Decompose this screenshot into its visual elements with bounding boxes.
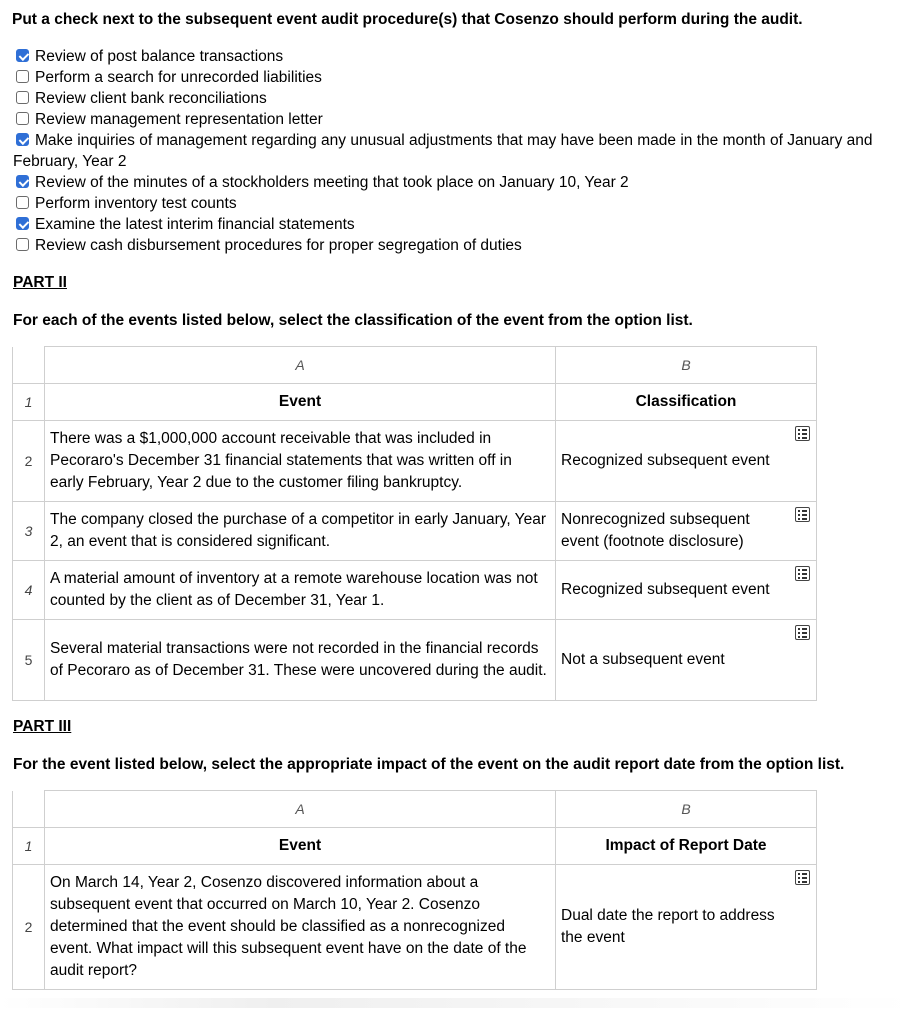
checklist-label: Review client bank reconciliations: [35, 90, 267, 107]
impact-header: Impact of Report Date: [556, 828, 817, 865]
checklist-item: [13, 67, 908, 88]
classification-dropdown[interactable]: [556, 502, 817, 561]
part2-instruction: For each of the events listed below, select the classification of the event from the option list.: [13, 312, 693, 329]
checkbox[interactable]: [16, 112, 29, 125]
event-header: Event: [45, 828, 556, 865]
event-cell: [45, 620, 556, 701]
event-text: There was a $1,000,000 account receivable that was included in Pecoraro's December 31 financial statements that was written off in early February, Year 2 due to the customer filing bankruptcy.: [50, 430, 512, 491]
checklist-label: Review management representation letter: [35, 111, 323, 128]
checklist-label: Examine the latest interim financial statements: [35, 216, 355, 233]
classification-header: Classification: [556, 384, 817, 421]
event-cell: [45, 502, 556, 561]
checklist-item: [13, 193, 908, 214]
checkbox[interactable]: [16, 196, 29, 209]
table-row: [13, 502, 817, 561]
row-number: 3: [13, 502, 45, 561]
classification-dropdown[interactable]: [556, 620, 817, 701]
row-number: 4: [13, 561, 45, 620]
part1-question: Put a check next to the subsequent event audit procedure(s) that Cosenzo should perform during the audit.: [12, 11, 803, 28]
option-list-icon[interactable]: [795, 507, 810, 522]
checkbox[interactable]: [16, 133, 29, 146]
checkbox[interactable]: [16, 238, 29, 251]
column-letter: A: [45, 347, 556, 384]
event-text: A material amount of inventory at a remote warehouse location was not counted by the client as of December 31, Year 1.: [50, 570, 538, 609]
checklist-label: Review cash disbursement procedures for proper segregation of duties: [35, 237, 522, 254]
event-cell: [45, 561, 556, 620]
checkbox[interactable]: [16, 175, 29, 188]
column-letter: A: [45, 791, 556, 828]
bottom-divider: [0, 998, 912, 1008]
impact-value: Dual date the report to address the event: [561, 907, 775, 946]
column-letter: B: [556, 347, 817, 384]
row-number: 5: [13, 620, 45, 701]
checklist-label: Review of the minutes of a stockholders meeting that took place on January 10, Year 2: [35, 174, 629, 191]
row-number: 1: [13, 384, 45, 421]
table-row: [13, 561, 817, 620]
row-number: 2: [13, 865, 45, 990]
row-number: 2: [13, 421, 45, 502]
checklist-label: Perform inventory test counts: [35, 195, 237, 212]
checkbox[interactable]: [16, 70, 29, 83]
classification-value: Recognized subsequent event: [561, 581, 770, 598]
part2-heading: PART II: [13, 274, 67, 291]
event-text: The company closed the purchase of a competitor in early January, Year 2, an event that is considered significant.: [50, 511, 546, 550]
classification-value: Recognized subsequent event: [561, 452, 770, 469]
checklist-item: [13, 109, 908, 130]
checklist-item: [13, 88, 908, 109]
part3-heading: PART III: [13, 718, 72, 735]
part3-instruction: For the event listed below, select the appropriate impact of the event on the audit report date from the option list.: [13, 756, 845, 773]
table-row: [13, 421, 817, 502]
table-row: [13, 865, 817, 990]
event-cell: [45, 421, 556, 502]
event-cell: [45, 865, 556, 990]
row-number: 1: [13, 828, 45, 865]
event-text: Several material transactions were not recorded in the financial records of Pecoraro as of December 31. These were uncovered during the audit.: [50, 640, 547, 679]
checklist-label: Review of post balance transactions: [35, 48, 284, 65]
checklist-label: Make inquiries of management regarding any unusual adjustments that may have been made in the month of January and February, Year 2: [13, 132, 873, 170]
checklist-item: [13, 172, 908, 193]
checklist-item: [13, 130, 908, 172]
corner-cell: [13, 347, 45, 384]
checkbox[interactable]: [16, 217, 29, 230]
checklist-item: [13, 46, 908, 67]
classification-table: [12, 346, 817, 701]
classification-dropdown[interactable]: [556, 561, 817, 620]
checkbox[interactable]: [16, 49, 29, 62]
impact-dropdown[interactable]: [556, 865, 817, 990]
classification-value: Nonrecognized subsequent event (footnote disclosure): [561, 511, 750, 550]
option-list-icon[interactable]: [795, 625, 810, 640]
option-list-icon[interactable]: [795, 870, 810, 885]
checklist-item: [13, 235, 908, 256]
checklist-item: [13, 214, 908, 235]
option-list-icon[interactable]: [795, 566, 810, 581]
option-list-icon[interactable]: [795, 426, 810, 441]
checklist-label: Perform a search for unrecorded liabilities: [35, 69, 322, 86]
corner-cell: [13, 791, 45, 828]
procedure-checklist: [13, 46, 908, 256]
event-header: Event: [45, 384, 556, 421]
checkbox[interactable]: [16, 91, 29, 104]
column-letter: B: [556, 791, 817, 828]
classification-dropdown[interactable]: [556, 421, 817, 502]
impact-table: [12, 790, 817, 990]
event-text: On March 14, Year 2, Cosenzo discovered information about a subsequent event that occurred on March 10, Year 2. Cosenzo determined that the event should be classified as a nonrecognized event. What impact will this subsequent event have on the date of the audit report?: [50, 874, 527, 979]
table-row: [13, 620, 817, 701]
classification-value: Not a subsequent event: [561, 651, 725, 668]
